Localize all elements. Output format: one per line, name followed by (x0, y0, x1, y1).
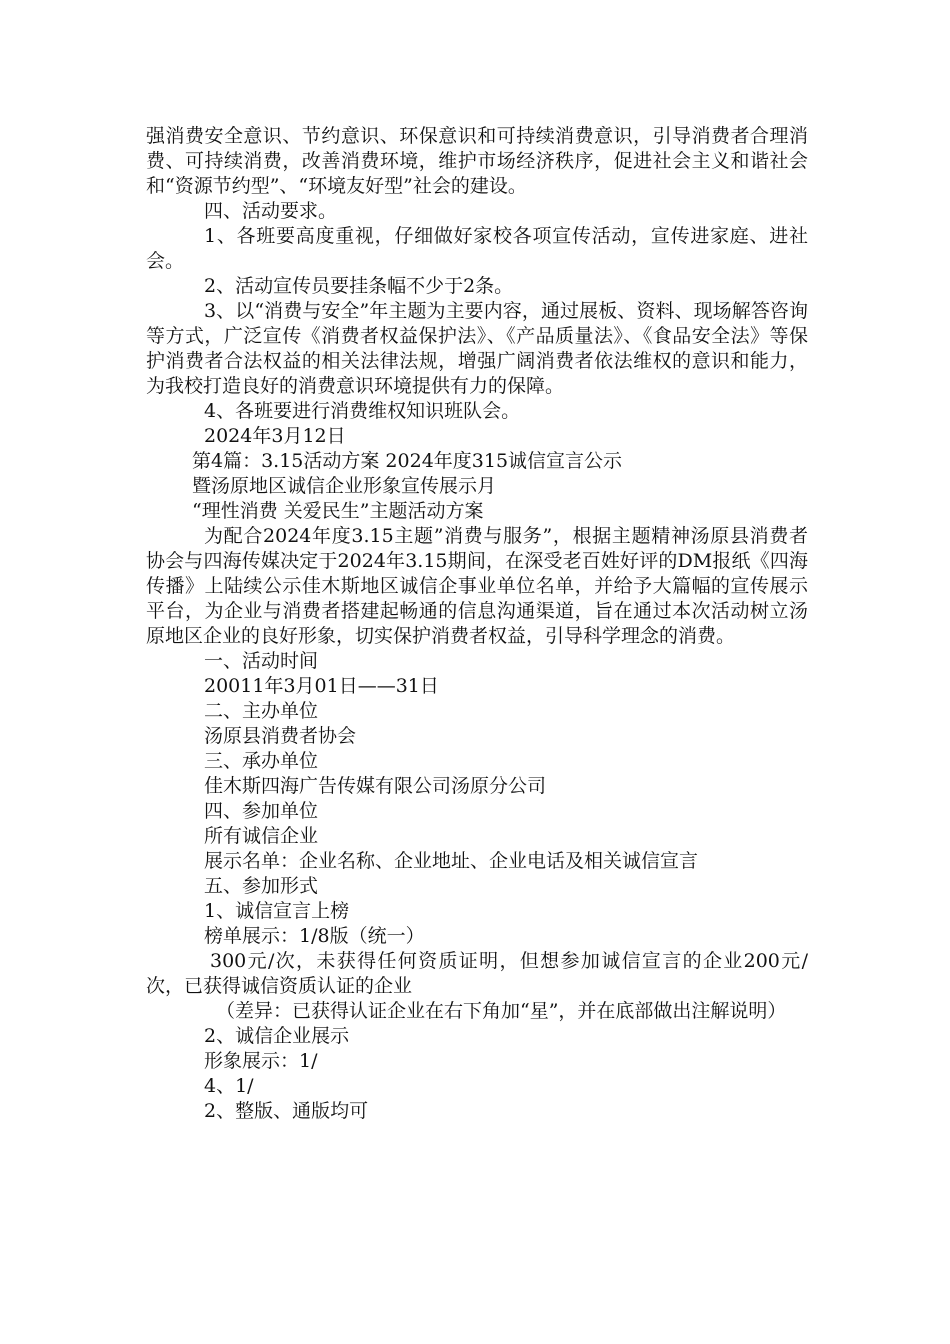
image-display-cont-2: 2、整版、通版均可 (204, 1100, 369, 1122)
chapter-title: 第4篇：3.15活动方案 2024年度315诚信宣言公示 (192, 450, 623, 472)
paragraph-overview: 为配合2024年度3.15主题”消费与服务”，根据主题精神汤原县消费者协会与四海传媒决定于2024年3.15期间，在深受老百姓好评的DM报纸《四海传播》上陆续公示佳木斯地区诚信企事业单位名单，并给予大篇幅的宣传展示平台，为企业与消费者搭建起畅通的信息沟通渠道，旨在通过本次活动树立汤原地区企业的良好形象，切实保护消费者权益，引导科学理念的消费。 (146, 525, 808, 647)
ranking-display: 榜单展示：1/8版（统一） (204, 925, 425, 947)
section-heading-requirements: 四、活动要求。 (204, 200, 338, 222)
chapter-subtitle-1: 暨汤原地区诚信企业形象宣传展示月 (192, 475, 497, 497)
section-heading-undertaker: 三、承办单位 (204, 750, 319, 772)
display-list: 展示名单：企业名称、企业地址、企业电话及相关诚信宣言 (204, 850, 699, 872)
section-heading-time: 一、活动时间 (204, 650, 319, 672)
pricing-paragraph: 300元/次，未获得任何资质证明，但想参加诚信宣言的企业200元/次，已获得诚信资质认证的企业 (146, 950, 808, 997)
document-page (146, 124, 808, 1124)
date-line: 2024年3月12日 (204, 425, 346, 447)
section-heading-organizer: 二、主办单位 (204, 700, 319, 722)
format-item-2: 2、诚信企业展示 (204, 1025, 350, 1047)
undertaker-name: 佳木斯四海广告传媒有限公司汤原分公司 (204, 775, 547, 797)
activity-time: 20011年3月01日——31日 (204, 675, 439, 697)
paragraph-requirement-4: 4、各班要进行消费维权知识班队会。 (204, 400, 521, 422)
paragraph-requirement-2: 2、活动宣传员要挂条幅不少于2条。 (204, 275, 514, 297)
section-heading-participants: 四、参加单位 (204, 800, 319, 822)
chapter-subtitle-2: “理性消费 关爱民生”主题活动方案 (192, 500, 484, 522)
image-display-cont-1: 4、1/ (204, 1075, 254, 1097)
paragraph-requirement-1: 1、各班要高度重视，仔细做好家校各项宣传活动，宣传进家庭、进社会。 (146, 225, 808, 272)
section-heading-format: 五、参加形式 (204, 875, 319, 897)
difference-note: （差异：已获得认证企业在右下角加“星”，并在底部做出注解说明） (216, 1000, 787, 1022)
image-display: 形象展示：1/ (204, 1050, 318, 1072)
format-item-1: 1、诚信宣言上榜 (204, 900, 350, 922)
paragraph-intro: 强消费安全意识、节约意识、环保意识和可持续消费意识，引导消费者合理消费、可持续消费，改善消费环境，维护市场经济秩序，促进社会主义和谐社会和“资源节约型”、“环境友好型”社会的建设。 (146, 125, 808, 197)
paragraph-requirement-3: 3、以“消费与安全”年主题为主要内容，通过展板、资料、现场解答咨询等方式，广泛宣传《消费者权益保护法》、《产品质量法》、《食品安全法》等保护消费者合法权益的相关法律法规，增强广阔消费者依法维权的意识和能力，为我校打造良好的消费意识环境提供有力的保障。 (146, 300, 808, 397)
participants: 所有诚信企业 (204, 825, 319, 847)
organizer-name: 汤原县消费者协会 (204, 725, 357, 747)
